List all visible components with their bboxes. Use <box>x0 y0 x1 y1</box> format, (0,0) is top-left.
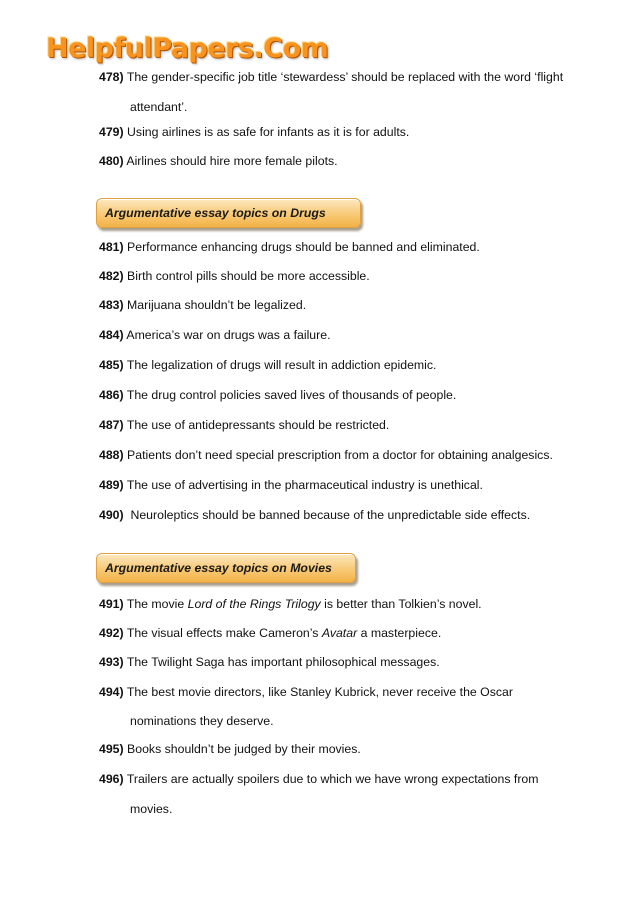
site-logo: HelpfulPapers.Com <box>46 33 329 64</box>
list-item <box>99 626 599 640</box>
section-heading-movies <box>96 553 356 583</box>
item-text: The Twilight Saga has important philosophical messages. <box>123 655 440 669</box>
item-number: 487) <box>99 418 124 432</box>
item-title-italic: Avatar <box>321 626 358 640</box>
list-item <box>99 328 599 342</box>
item-text: Marijuana shouldn’t be legalized. <box>123 298 307 312</box>
list-item <box>99 269 599 283</box>
item-number: 484) <box>99 328 124 342</box>
section-heading-drugs <box>96 198 361 228</box>
item-text: Neuroleptics should be banned because of the unpredictable side effects. <box>123 508 531 522</box>
item-text: The use of advertising in the pharmaceutical industry is unethical. <box>123 478 483 492</box>
list-item <box>99 418 599 432</box>
item-text: Using airlines is as safe for infants as it is for adults. <box>123 125 410 139</box>
item-number: 491) <box>99 597 124 611</box>
list-item <box>99 478 599 492</box>
item-number: 485) <box>99 358 124 372</box>
item-text: America’s war on drugs was a failure. <box>123 328 331 342</box>
item-number: 479) <box>99 125 124 139</box>
item-title-italic: Lord of the Rings Trilogy <box>187 597 321 611</box>
item-text-post: is better than Tolkien’s novel. <box>320 597 482 611</box>
list-item <box>99 655 599 669</box>
list-item <box>99 685 599 699</box>
item-number: 478) <box>99 70 124 84</box>
item-text-pre: The visual effects make Cameron’s <box>123 626 322 640</box>
item-number: 495) <box>99 742 124 756</box>
item-number: 489) <box>99 478 124 492</box>
list-item <box>99 742 599 756</box>
item-text: Patients don’t need special prescription from a doctor for obtaining analgesics. <box>123 448 553 462</box>
section-heading-label: Argumentative essay topics on Movies <box>105 561 332 575</box>
item-text: The best movie directors, like Stanley Kubrick, never receive the Oscar <box>123 685 513 699</box>
item-text: Books shouldn’t be judged by their movies. <box>123 742 361 756</box>
list-item <box>99 597 599 611</box>
item-number: 486) <box>99 388 124 402</box>
item-number: 480) <box>99 154 124 168</box>
list-item <box>99 70 599 84</box>
item-text: The legalization of drugs will result in addiction epidemic. <box>123 358 437 372</box>
list-item <box>99 508 599 522</box>
list-item <box>99 358 599 372</box>
item-text: The drug control policies saved lives of thousands of people. <box>123 388 457 402</box>
item-text-pre: The movie <box>123 597 188 611</box>
item-number: 483) <box>99 298 124 312</box>
list-item <box>99 154 599 168</box>
list-item <box>99 298 599 312</box>
item-number: 493) <box>99 655 124 669</box>
item-text: Airlines should hire more female pilots. <box>123 154 338 168</box>
list-item <box>99 240 599 254</box>
item-text: The use of antidepressants should be restricted. <box>123 418 390 432</box>
list-item <box>99 448 599 462</box>
item-text: The gender-specific job title ‘stewardess’ should be replaced with the word ‘flight <box>123 70 564 84</box>
item-number: 482) <box>99 269 124 283</box>
item-number: 488) <box>99 448 124 462</box>
item-text: Birth control pills should be more accessible. <box>123 269 370 283</box>
list-item <box>99 388 599 402</box>
item-continuation: movies. <box>130 802 173 816</box>
item-number: 496) <box>99 772 124 786</box>
item-continuation: attendant’. <box>130 100 188 114</box>
item-text: Trailers are actually spoilers due to which we have wrong expectations from <box>123 772 539 786</box>
list-item <box>99 125 599 139</box>
item-number: 492) <box>99 626 124 640</box>
section-heading-label: Argumentative essay topics on Drugs <box>105 206 326 220</box>
item-number: 494) <box>99 685 124 699</box>
item-text-post: a masterpiece. <box>357 626 442 640</box>
list-item <box>99 772 599 786</box>
item-continuation: nominations they deserve. <box>130 714 274 728</box>
item-number: 490) <box>99 508 124 522</box>
item-number: 481) <box>99 240 124 254</box>
item-text: Performance enhancing drugs should be banned and eliminated. <box>123 240 480 254</box>
